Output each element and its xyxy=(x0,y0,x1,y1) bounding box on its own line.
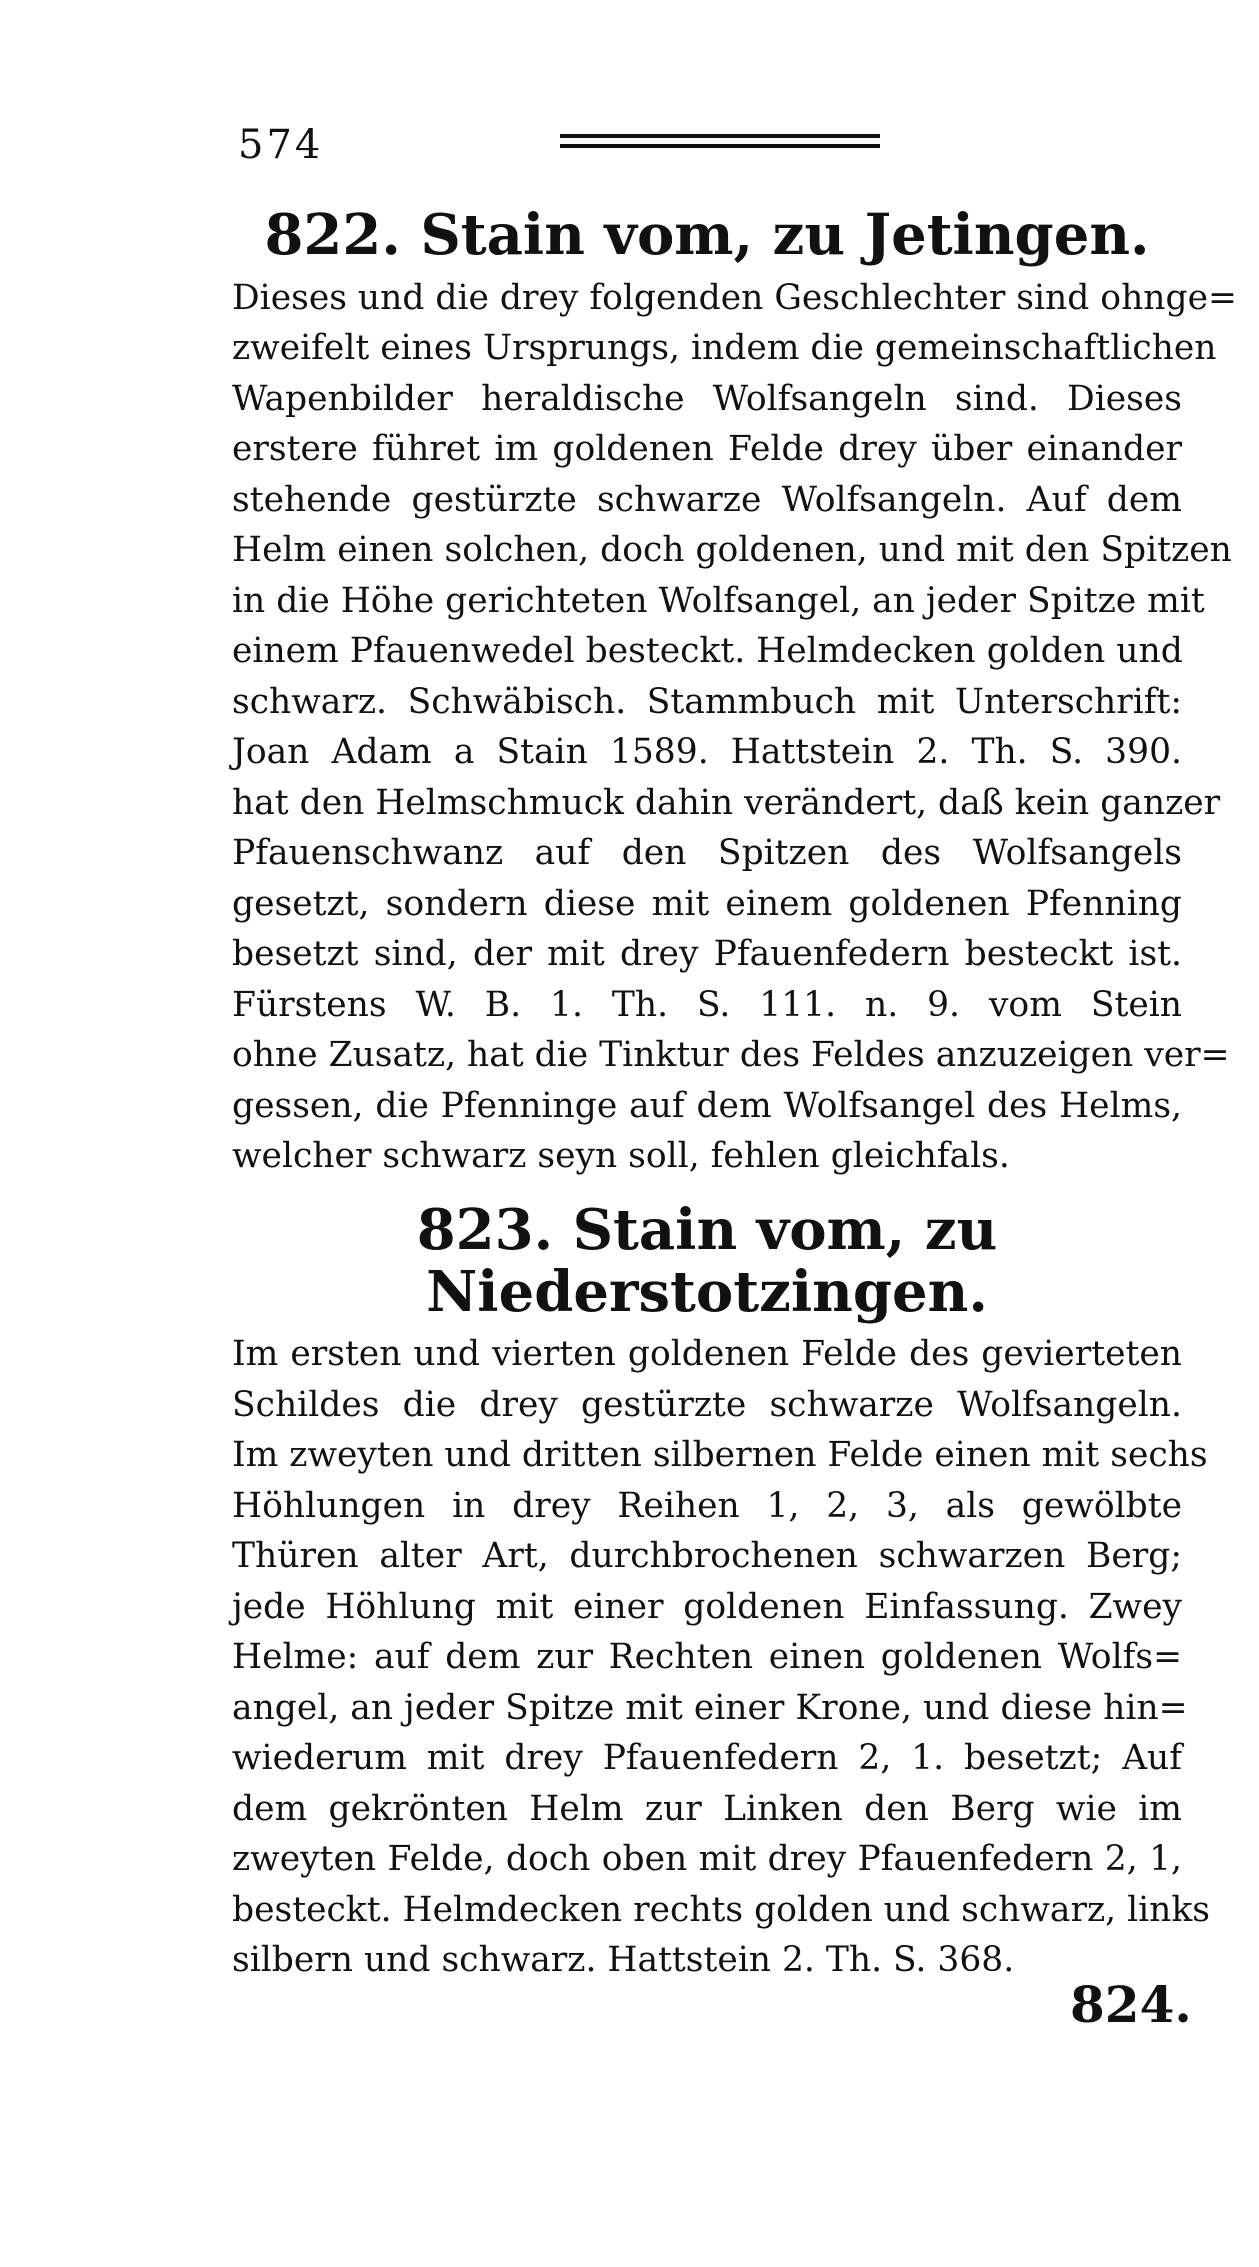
text-line: Dieses und die drey folgenden Geschlechter sind ohnge= xyxy=(232,277,1237,318)
text-line: besetzt sind, der mit drey Pfauenfedern besteckt ist. xyxy=(232,934,1182,975)
text-line: angel, an jeder Spitze mit einer Krone, und diese hin= xyxy=(232,1687,1188,1728)
text-line: Helme: auf dem zur Rechten einen goldenen Wolfs= xyxy=(232,1637,1182,1678)
entry-body xyxy=(232,273,1237,1182)
text-line: gessen, die Pfenninge auf dem Wolfsangel des Helms, xyxy=(232,1085,1182,1126)
text-line: erstere führet im goldenen Felde drey über einander xyxy=(232,429,1182,470)
text-line: dem gekrönten Helm zur Linken den Berg wie im xyxy=(232,1788,1182,1829)
text-line: Höhlungen in drey Reihen 1, 2, 3, als gewölbte xyxy=(232,1485,1182,1526)
text-line: Fürstens W. B. 1. Th. S. 111. n. 9. vom Stein xyxy=(232,984,1182,1025)
text-line: welcher schwarz seyn soll, fehlen gleichfals. xyxy=(232,1136,1010,1177)
entry-823 xyxy=(232,1197,1210,1986)
text-line: in die Höhe gerichteten Wolfsangel, an jeder Spitze mit xyxy=(232,580,1205,621)
header-rule xyxy=(560,134,880,154)
text-line: einem Pfauenwedel besteckt. Helmdecken golden und xyxy=(232,631,1183,672)
text-line: schwarz. Schwäbisch. Stammbuch mit Unterschrift: xyxy=(232,681,1182,722)
text-line: stehende gestürzte schwarze Wolfsangeln. Auf dem xyxy=(232,479,1182,520)
text-line: Wapenbilder heraldische Wolfsangeln sind. Dieses xyxy=(232,378,1182,419)
text-line: wiederum mit drey Pfauenfedern 2, 1. besetzt; Auf xyxy=(232,1738,1182,1779)
entry-title: 822. Stain vom, zu Jetingen. xyxy=(264,202,1150,268)
header-rule-line-top xyxy=(560,134,880,138)
text-line: silbern und schwarz. Hattstein 2. Th. S. 368. xyxy=(232,1940,1015,1981)
text-line: Im zweyten und dritten silbernen Felde einen mit sechs xyxy=(232,1435,1208,1476)
entry-title: 823. Stain vom, zu Niederstotzingen. xyxy=(416,1197,998,1325)
entry-body xyxy=(232,1329,1210,1986)
text-line: Thüren alter Art, durchbrochenen schwarzen Berg; xyxy=(232,1536,1182,1577)
text-line: gesetzt, sondern diese mit einem goldenen Pfenning xyxy=(232,883,1182,924)
entry-822 xyxy=(232,202,1237,1182)
text-line: besteckt. Helmdecken rechts golden und schwarz, links xyxy=(232,1889,1210,1930)
text-line: Joan Adam a Stain 1589. Hattstein 2. Th. S. 390. xyxy=(232,732,1182,773)
text-line: zweyten Felde, doch oben mit drey Pfauenfedern 2, 1, xyxy=(232,1839,1182,1880)
text-line: ohne Zusatz, hat die Tinktur des Feldes anzuzeigen ver= xyxy=(232,1035,1230,1076)
text-line: jede Höhlung mit einer goldenen Einfassung. Zwey xyxy=(232,1586,1182,1627)
text-line: hat den Helmschmuck dahin verändert, daß kein ganzer xyxy=(232,782,1221,823)
text-line: Helm einen solchen, doch goldenen, und mit den Spitzen xyxy=(232,530,1232,571)
text-line: Pfauenschwanz auf den Spitzen des Wolfsangels xyxy=(232,833,1182,874)
text-line: zweifelt eines Ursprungs, indem die gemeinschaftlichen xyxy=(232,328,1217,369)
text-line: Schildes die drey gestürzte schwarze Wolfsangeln. xyxy=(232,1384,1182,1425)
header-rule-line-bottom xyxy=(560,144,880,148)
catchword: 824. xyxy=(1070,1975,1192,2034)
page-number: 574 xyxy=(238,122,324,168)
text-line: Im ersten und vierten goldenen Felde des gevierteten xyxy=(232,1334,1182,1375)
